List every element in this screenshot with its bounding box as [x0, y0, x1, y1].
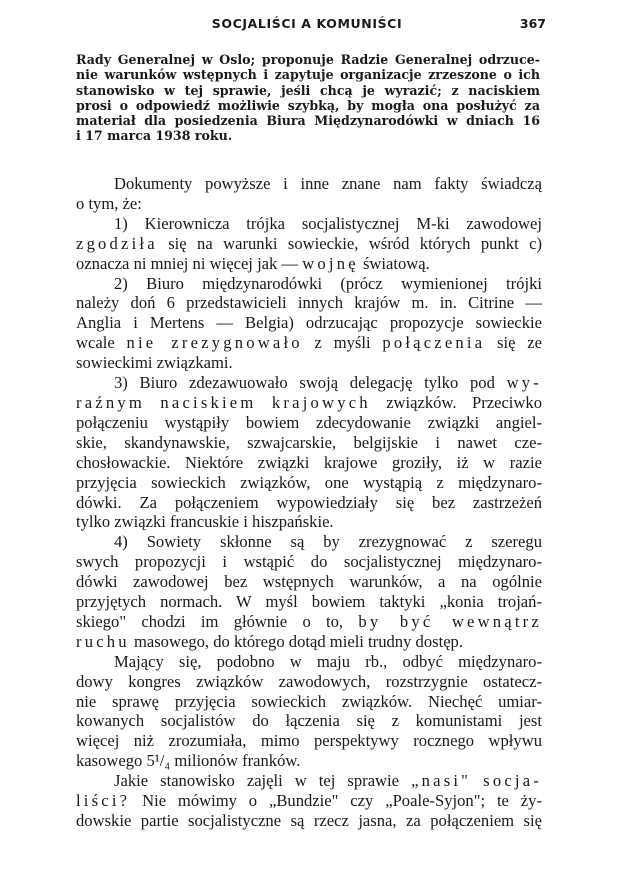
body-line: 2) Biuro międzynarodówki (prócz wymienionej trójki	[114, 273, 542, 293]
body-line: 4) Sowiety skłonne są by zrezygnować z szeregu	[114, 532, 542, 552]
quote-line: prosi o odpowiedź możliwie szybką, by mogła ona posłużyć za	[76, 97, 540, 113]
quote-line: Rady Generalnej w Oslo; proponuje Radzie Generalnej odrzuce-	[76, 52, 540, 67]
body-line	[76, 393, 542, 413]
body-line: więcej niż zrozumiała, mimo perspektywy rocznego wpływu	[76, 731, 542, 751]
text-run: związków. Przeciwko	[370, 392, 542, 412]
body-line: kowanych socjalistów do łączenia się z komunistami jest	[76, 711, 542, 731]
text-run	[471, 771, 483, 790]
text-run: wcale	[76, 333, 127, 353]
body-line	[76, 791, 542, 811]
body-line	[76, 373, 542, 393]
body-line	[76, 234, 542, 254]
text-run	[145, 393, 160, 412]
quoted-resolution	[76, 52, 540, 144]
spaced-emphasis: wojnę	[302, 253, 359, 273]
text-run: skiego" chodzi im głównie o to,	[76, 611, 359, 631]
body-line	[76, 254, 542, 274]
spaced-emphasis: „nasi"	[411, 771, 472, 791]
spaced-emphasis: raźnym	[76, 392, 145, 412]
body-line: skie, skandynawskie, szwajcarskie, belgijskie i nawet cze-	[76, 432, 542, 452]
body-line: dówki. Za połączeniem wypowiedziały się bez zastrzeżeń	[76, 492, 542, 512]
spaced-emphasis: krajowych	[271, 392, 371, 412]
text-run: masowego, do którego dotąd mieli trudny dostęp.	[129, 631, 464, 651]
spaced-emphasis: wy-	[506, 373, 542, 393]
text-run	[256, 393, 271, 412]
body-line: nie sprawę przyjęcia sowieckich związków. Niechęć umiar-	[76, 691, 542, 711]
text-run: oznacza ni mniej ni więcej jak —	[76, 253, 303, 273]
text-run: Jakie stanowisko zajęli w tej sprawie	[114, 771, 412, 791]
body-line	[76, 632, 542, 652]
text-run: się na warunki sowieckie, wśród których punkt c)	[157, 233, 542, 253]
body-line: należy doń 6 przedstawicieli innych krajów m. in. Citrine —	[76, 293, 542, 313]
body-line: przyjętych normach. W myśl bowiem taktyki „konia trojań-	[76, 592, 542, 612]
spaced-emphasis: by być wewnątrz	[358, 611, 542, 631]
running-head: SOCJALIŚCI A KOMUNIŚCI	[211, 16, 403, 31]
body-line	[76, 333, 542, 353]
text-run: światową.	[358, 253, 430, 273]
quote-line: materiał dla posiedzenia Biura Międzynarodówki w dniach 16	[76, 113, 540, 129]
body-line: o tym, że:	[76, 193, 142, 213]
text-run: Nie mówimy o „Bundzie" czy „Poale-Syjon"; te ży-	[130, 791, 542, 811]
body-text	[76, 174, 542, 831]
spaced-emphasis: połączenia	[382, 333, 486, 353]
spaced-emphasis: socja-	[483, 771, 542, 791]
spaced-emphasis: zgodziła	[76, 233, 158, 253]
body-line: 1) Kierownicza trójka socjalistycznej M-ki zawodowej	[114, 213, 542, 233]
body-line: połączeniu wystąpiły bowiem zdecydowanie związki angiel-	[76, 412, 542, 432]
body-line	[76, 771, 542, 791]
spaced-emphasis: ruchu	[76, 631, 130, 651]
quote-line: i 17 marca 1938 roku.	[76, 128, 233, 144]
body-line: tylko związki francuskie i hiszpańskie.	[76, 512, 334, 532]
text-run: z myśli	[302, 333, 383, 353]
body-line: dówki zawodowej bez wstępnych warunków, a na ogólnie	[76, 572, 542, 592]
page-header	[62, 16, 552, 34]
body-line: Dokumenty powyższe i inne znane nam fakty świadczą	[114, 174, 542, 193]
body-line	[76, 612, 542, 632]
body-line: Mający się, podobno w maju rb., odbyć międzynaro-	[114, 651, 542, 671]
body-line: Anglia i Mertens — Belgia) odrzucając propozycje sowieckie	[76, 313, 542, 333]
spaced-emphasis: naciskiem	[160, 392, 257, 412]
body-line: przyjęcia sowieckich związków, one wystąpią z międzynaro-	[76, 472, 542, 492]
body-line: dowy kongres związków zawodowych, rozstrzygnie ostatecz-	[76, 671, 542, 691]
body-line: dowskie partie socjalistyczne są rzecz jasna, za połączeniem się	[76, 811, 542, 830]
page-number: 367	[519, 16, 546, 31]
text-run: 3) Biuro zdezawuowało swoją delegację tylko pod	[114, 373, 507, 393]
spaced-emphasis: liści?	[76, 791, 131, 811]
quote-line: nie warunków wstępnych i zapytuje organizacje zrzeszone o ich	[76, 67, 540, 83]
body-line: kasowego 5¹/₄ milionów franków.	[76, 751, 301, 771]
body-line: chosłowackie. Niektóre związki krajowe groziły, iż w razie	[76, 452, 542, 472]
text-run: się ze	[485, 333, 542, 353]
body-line: swych propozycji i wstąpić do socjalistycznej międzynaro-	[76, 552, 542, 572]
spaced-emphasis: nie zrezygnowało	[126, 333, 303, 353]
body-line: sowieckimi związkami.	[76, 353, 233, 373]
quote-line: stanowisko w tej sprawie, jeśli chcą je wyrazić; z naciskiem	[76, 82, 540, 98]
